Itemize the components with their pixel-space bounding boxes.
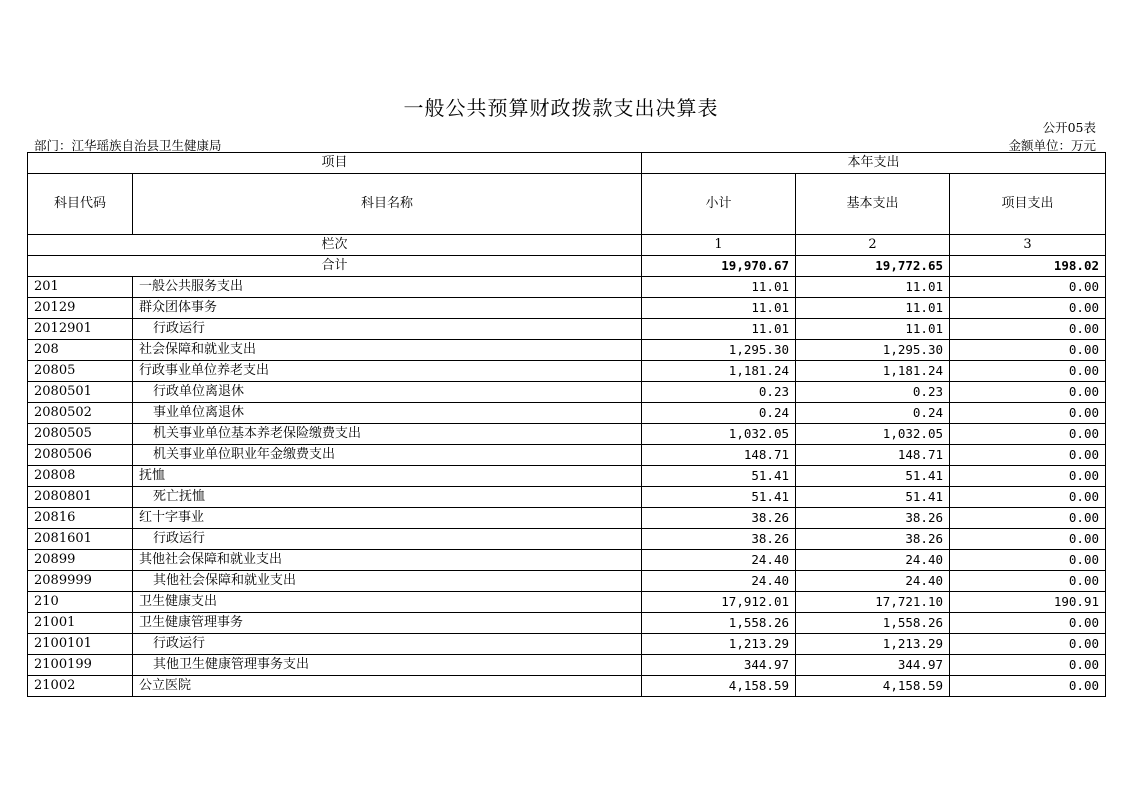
row-code: 20899: [28, 550, 133, 571]
row-name: 事业单位离退休: [133, 403, 642, 424]
header-basic: 基本支出: [796, 174, 950, 235]
table-row: [28, 592, 1106, 613]
row-subtotal: 1,181.24: [642, 361, 796, 382]
row-subtotal: 38.26: [642, 529, 796, 550]
amount-unit-label: 金额单位：万元: [1008, 138, 1096, 153]
table-row: [28, 571, 1106, 592]
table-row: [28, 634, 1106, 655]
row-project: 0.00: [950, 550, 1106, 571]
row-name: 卫生健康管理事务: [133, 613, 642, 634]
row-project: 0.00: [950, 571, 1106, 592]
row-code: 21002: [28, 676, 133, 697]
header-group-row: [28, 153, 1106, 174]
table-row: [28, 277, 1106, 298]
row-subtotal: 0.23: [642, 382, 796, 403]
row-name: 死亡抚恤: [133, 487, 642, 508]
row-basic: 51.41: [796, 466, 950, 487]
row-basic: 1,032.05: [796, 424, 950, 445]
department-label: 部门：江华瑶族自治县卫生健康局: [34, 138, 222, 153]
row-basic: 4,158.59: [796, 676, 950, 697]
row-project: 0.00: [950, 403, 1106, 424]
row-name: 其他卫生健康管理事务支出: [133, 655, 642, 676]
table-row: [28, 676, 1106, 697]
header-name: 科目名称: [133, 174, 642, 235]
row-code: 20805: [28, 361, 133, 382]
row-code: 208: [28, 340, 133, 361]
row-code: 2100101: [28, 634, 133, 655]
row-name: 其他社会保障和就业支出: [133, 550, 642, 571]
row-code: 2100199: [28, 655, 133, 676]
row-project: 0.00: [950, 655, 1106, 676]
row-code: 2080502: [28, 403, 133, 424]
header-column-row: [28, 174, 1106, 235]
table-row: [28, 361, 1106, 382]
row-subtotal: 51.41: [642, 487, 796, 508]
row-basic: 17,721.10: [796, 592, 950, 613]
table-row: [28, 424, 1106, 445]
report-title: 一般公共预算财政拨款支出决算表: [403, 96, 719, 120]
row-project: 0.00: [950, 487, 1106, 508]
header-code: 科目代码: [28, 174, 133, 235]
table-row: [28, 340, 1106, 361]
row-name: 抚恤: [133, 466, 642, 487]
row-code: 2080801: [28, 487, 133, 508]
row-project: 0.00: [950, 277, 1106, 298]
table-row: [28, 298, 1106, 319]
row-project: 0.00: [950, 382, 1106, 403]
column-index-1: 1: [642, 235, 796, 256]
column-index-3: 3: [950, 235, 1106, 256]
row-subtotal: 11.01: [642, 319, 796, 340]
row-project: 0.00: [950, 676, 1106, 697]
row-subtotal: 17,912.01: [642, 592, 796, 613]
row-name: 行政运行: [133, 529, 642, 550]
row-basic: 11.01: [796, 277, 950, 298]
row-code: 2089999: [28, 571, 133, 592]
total-row: [28, 256, 1106, 277]
row-project: 0.00: [950, 445, 1106, 466]
row-project: 0.00: [950, 361, 1106, 382]
table-row: [28, 550, 1106, 571]
row-code: 20816: [28, 508, 133, 529]
row-code: 201: [28, 277, 133, 298]
expenditure-table: [27, 152, 1106, 697]
row-project: 0.00: [950, 319, 1106, 340]
row-subtotal: 38.26: [642, 508, 796, 529]
row-subtotal: 1,032.05: [642, 424, 796, 445]
row-basic: 1,181.24: [796, 361, 950, 382]
row-basic: 11.01: [796, 298, 950, 319]
row-code: 2081601: [28, 529, 133, 550]
table-row: [28, 319, 1106, 340]
row-code: 20808: [28, 466, 133, 487]
table-row: [28, 487, 1106, 508]
row-basic: 1,213.29: [796, 634, 950, 655]
column-index-2: 2: [796, 235, 950, 256]
row-basic: 1,295.30: [796, 340, 950, 361]
row-subtotal: 1,558.26: [642, 613, 796, 634]
row-subtotal: 24.40: [642, 550, 796, 571]
row-project: 0.00: [950, 424, 1106, 445]
row-name: 群众团体事务: [133, 298, 642, 319]
header-subtotal: 小计: [642, 174, 796, 235]
header-item-group: 项目: [28, 153, 642, 174]
row-code: 2080505: [28, 424, 133, 445]
row-code: 20129: [28, 298, 133, 319]
row-basic: 11.01: [796, 319, 950, 340]
row-code: 21001: [28, 613, 133, 634]
row-basic: 24.40: [796, 571, 950, 592]
row-name: 红十字事业: [133, 508, 642, 529]
row-name: 机关事业单位职业年金缴费支出: [133, 445, 642, 466]
form-number: 公开05表: [1042, 120, 1096, 135]
table-row: [28, 655, 1106, 676]
row-code: 2012901: [28, 319, 133, 340]
row-project: 0.00: [950, 634, 1106, 655]
column-index-label: 栏次: [28, 235, 642, 256]
row-basic: 344.97: [796, 655, 950, 676]
row-subtotal: 1,213.29: [642, 634, 796, 655]
row-name: 行政单位离退休: [133, 382, 642, 403]
row-code: 2080506: [28, 445, 133, 466]
row-project: 0.00: [950, 508, 1106, 529]
row-project: 0.00: [950, 340, 1106, 361]
row-project: 190.91: [950, 592, 1106, 613]
total-subtotal: 19,970.67: [642, 256, 796, 277]
row-name: 行政运行: [133, 634, 642, 655]
row-code: 210: [28, 592, 133, 613]
table-row: [28, 445, 1106, 466]
row-subtotal: 11.01: [642, 298, 796, 319]
row-subtotal: 1,295.30: [642, 340, 796, 361]
total-project: 198.02: [950, 256, 1106, 277]
column-index-row: [28, 235, 1106, 256]
row-name: 公立医院: [133, 676, 642, 697]
row-subtotal: 11.01: [642, 277, 796, 298]
row-basic: 0.23: [796, 382, 950, 403]
table-row: [28, 466, 1106, 487]
total-label: 合计: [28, 256, 642, 277]
row-basic: 0.24: [796, 403, 950, 424]
row-name: 其他社会保障和就业支出: [133, 571, 642, 592]
row-subtotal: 344.97: [642, 655, 796, 676]
row-name: 一般公共服务支出: [133, 277, 642, 298]
row-name: 行政运行: [133, 319, 642, 340]
row-basic: 24.40: [796, 550, 950, 571]
row-subtotal: 24.40: [642, 571, 796, 592]
row-subtotal: 0.24: [642, 403, 796, 424]
row-basic: 38.26: [796, 529, 950, 550]
row-subtotal: 4,158.59: [642, 676, 796, 697]
row-basic: 148.71: [796, 445, 950, 466]
table-row: [28, 382, 1106, 403]
row-subtotal: 148.71: [642, 445, 796, 466]
row-project: 0.00: [950, 466, 1106, 487]
table-row: [28, 508, 1106, 529]
row-name: 卫生健康支出: [133, 592, 642, 613]
table-row: [28, 529, 1106, 550]
table-row: [28, 403, 1106, 424]
row-name: 机关事业单位基本养老保险缴费支出: [133, 424, 642, 445]
row-project: 0.00: [950, 298, 1106, 319]
header-project: 项目支出: [950, 174, 1106, 235]
row-subtotal: 51.41: [642, 466, 796, 487]
total-basic: 19,772.65: [796, 256, 950, 277]
row-name: 社会保障和就业支出: [133, 340, 642, 361]
row-basic: 1,558.26: [796, 613, 950, 634]
row-project: 0.00: [950, 529, 1106, 550]
row-basic: 38.26: [796, 508, 950, 529]
table-row: [28, 613, 1106, 634]
row-name: 行政事业单位养老支出: [133, 361, 642, 382]
row-basic: 51.41: [796, 487, 950, 508]
header-year-group: 本年支出: [642, 153, 1106, 174]
row-code: 2080501: [28, 382, 133, 403]
row-project: 0.00: [950, 613, 1106, 634]
